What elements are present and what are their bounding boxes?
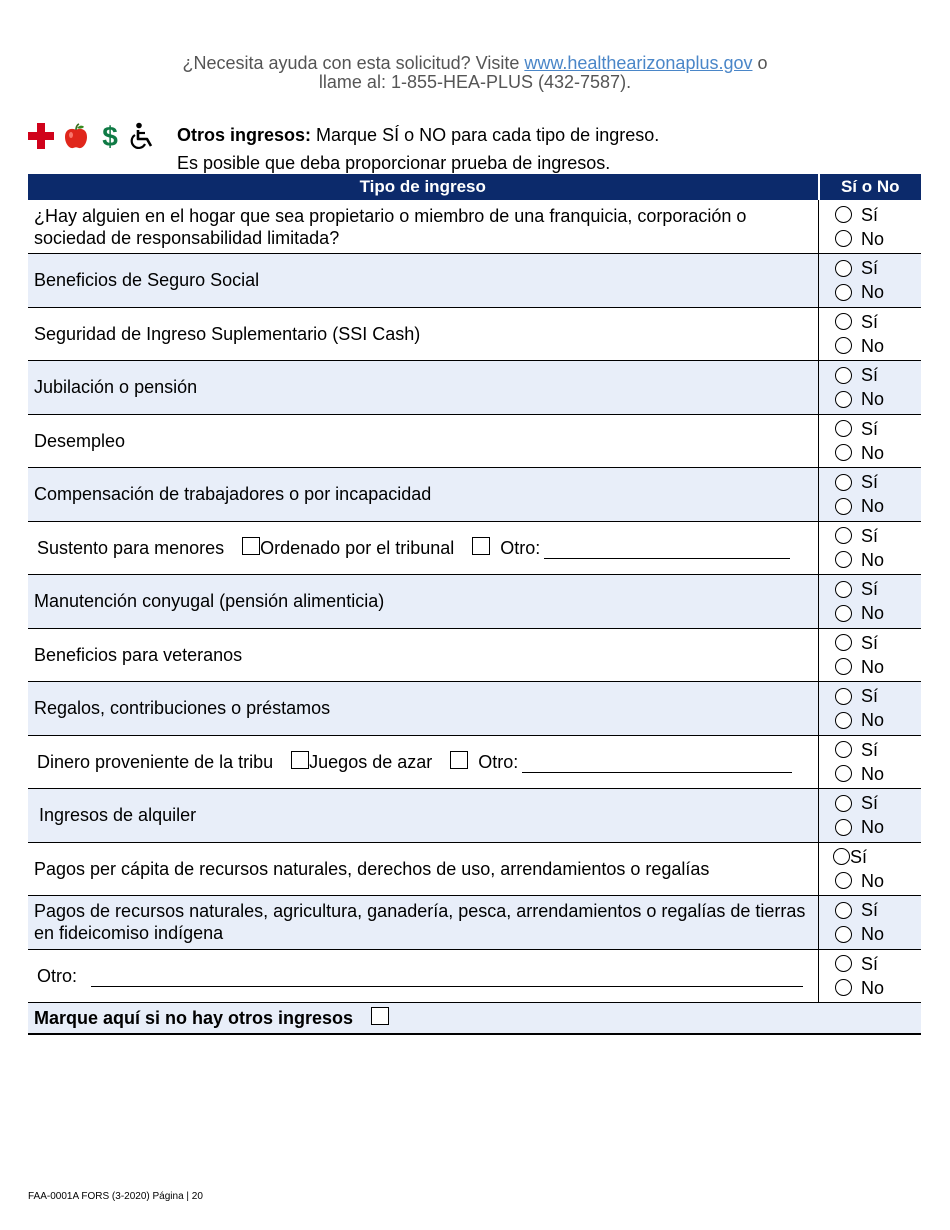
program-icons bbox=[28, 122, 156, 150]
yes-no-cell bbox=[819, 896, 922, 950]
medical-cross-icon bbox=[28, 123, 54, 149]
income-type-label: Sustento para menores bbox=[37, 537, 225, 558]
no-option[interactable] bbox=[835, 601, 921, 625]
yes-label: Sí bbox=[861, 365, 879, 386]
other-input-line[interactable] bbox=[91, 972, 803, 987]
income-type-label: Seguridad de Ingreso Suplementario (SSI Cash) bbox=[34, 323, 421, 344]
option-checkbox[interactable] bbox=[291, 751, 309, 769]
yes-radio[interactable] bbox=[833, 848, 850, 865]
wheelchair-icon bbox=[130, 122, 156, 150]
yes-no-cell bbox=[819, 842, 922, 896]
income-type-label: Beneficios de Seguro Social bbox=[34, 270, 260, 291]
table-row bbox=[28, 789, 921, 843]
no-radio[interactable] bbox=[835, 551, 852, 568]
no-radio[interactable] bbox=[835, 926, 852, 943]
no-label: No bbox=[861, 389, 885, 410]
income-type-label: Beneficios para veteranos bbox=[34, 644, 243, 665]
no-radio[interactable] bbox=[835, 605, 852, 622]
yes-option[interactable] bbox=[835, 845, 921, 869]
income-type-label: Desempleo bbox=[34, 430, 126, 451]
no-label: No bbox=[861, 710, 885, 731]
intro-text: Marque SÍ o NO para cada tipo de ingreso. bbox=[311, 125, 660, 145]
no-label: No bbox=[861, 496, 885, 517]
table-row bbox=[28, 949, 921, 1003]
no-radio[interactable] bbox=[835, 391, 852, 408]
income-type-label: Dinero proveniente de la tribu bbox=[37, 751, 274, 772]
yes-label: Sí bbox=[861, 204, 879, 225]
table-row bbox=[28, 468, 921, 522]
no-option[interactable] bbox=[835, 387, 921, 411]
table-row bbox=[28, 307, 921, 361]
yes-no-cell bbox=[819, 521, 922, 575]
table-row bbox=[28, 254, 921, 308]
intro-label: Otros ingresos: bbox=[177, 125, 312, 145]
table-row bbox=[28, 361, 921, 415]
no-radio[interactable] bbox=[835, 230, 852, 247]
yes-radio[interactable] bbox=[835, 206, 852, 223]
yes-no-cell bbox=[819, 468, 922, 522]
yes-option[interactable] bbox=[835, 524, 921, 548]
no-radio[interactable] bbox=[835, 658, 852, 675]
yes-radio[interactable] bbox=[835, 420, 852, 437]
option-checkbox[interactable] bbox=[472, 537, 490, 555]
income-table bbox=[28, 174, 921, 1035]
no-option[interactable] bbox=[835, 548, 921, 572]
table-row bbox=[28, 575, 921, 629]
apple-icon bbox=[62, 123, 90, 149]
no-option[interactable] bbox=[835, 976, 921, 1000]
yes-radio[interactable] bbox=[835, 527, 852, 544]
yes-option[interactable] bbox=[835, 631, 921, 655]
table-row bbox=[28, 842, 921, 896]
help-suffix: o bbox=[752, 53, 768, 73]
table-row bbox=[28, 628, 921, 682]
yes-radio[interactable] bbox=[835, 474, 852, 491]
yes-option[interactable] bbox=[835, 791, 921, 815]
help-prefix: ¿Necesita ayuda con esta solicitud? Visite bbox=[182, 53, 525, 73]
table-row bbox=[28, 414, 921, 468]
income-type-cell bbox=[28, 628, 819, 682]
income-type-label: Compensación de trabajadores o por incapacidad bbox=[34, 484, 432, 505]
no-option[interactable] bbox=[835, 869, 921, 893]
no-radio[interactable] bbox=[835, 498, 852, 515]
yes-radio[interactable] bbox=[835, 902, 852, 919]
yes-label: Sí bbox=[861, 953, 879, 974]
yes-option[interactable] bbox=[835, 203, 921, 227]
yes-no-cell bbox=[819, 735, 922, 789]
income-type-cell bbox=[28, 307, 819, 361]
no-option[interactable] bbox=[835, 227, 921, 251]
yes-no-cell bbox=[819, 361, 922, 415]
no-label: No bbox=[861, 228, 885, 249]
no-option[interactable] bbox=[835, 922, 921, 946]
yes-option[interactable] bbox=[835, 363, 921, 387]
no-label: No bbox=[861, 549, 885, 570]
income-type-label: Pagos per cápita de recursos naturales, derechos de uso, arrendamientos o regalías bbox=[34, 858, 710, 879]
income-type-label: Regalos, contribuciones o préstamos bbox=[34, 698, 331, 719]
table-row bbox=[28, 521, 921, 575]
income-type-cell bbox=[28, 200, 819, 254]
no-radio[interactable] bbox=[835, 712, 852, 729]
dollar-icon bbox=[98, 122, 122, 150]
other-input-line[interactable] bbox=[544, 544, 790, 559]
table-row bbox=[28, 735, 921, 789]
no-option[interactable] bbox=[835, 815, 921, 839]
yes-no-cell bbox=[819, 575, 922, 629]
page-footer: FAA-0001A FORS (3-2020) Página | 20 bbox=[28, 1191, 203, 1202]
yes-option[interactable] bbox=[835, 417, 921, 441]
no-radio[interactable] bbox=[835, 819, 852, 836]
yes-option[interactable] bbox=[835, 952, 921, 976]
no-radio[interactable] bbox=[835, 444, 852, 461]
yes-no-cell bbox=[819, 682, 922, 736]
income-type-label: Jubilación o pensión bbox=[34, 377, 198, 398]
other-input-line[interactable] bbox=[522, 758, 792, 773]
no-label: No bbox=[861, 603, 885, 624]
no-option[interactable] bbox=[835, 655, 921, 679]
yes-option[interactable] bbox=[835, 256, 921, 280]
income-type-label: Otro: bbox=[37, 965, 78, 986]
help-phone: llame al: 1-855-HEA-PLUS (432-7587). bbox=[318, 72, 632, 92]
income-type-cell bbox=[28, 521, 819, 575]
no-radio[interactable] bbox=[835, 872, 852, 889]
yes-no-cell bbox=[819, 254, 922, 308]
header-yes-no: Sí o No bbox=[819, 174, 922, 200]
no-label: No bbox=[861, 442, 885, 463]
income-type-label: ¿Hay alguien en el hogar que sea propietario o miembro de una franquicia, corporación o sociedad de responsabilidad limitada? bbox=[34, 205, 747, 248]
no-label: No bbox=[861, 870, 885, 891]
no-label: No bbox=[861, 335, 885, 356]
no-label: No bbox=[861, 924, 885, 945]
yes-no-cell bbox=[819, 789, 922, 843]
yes-label: Sí bbox=[861, 472, 879, 493]
income-type-cell bbox=[28, 575, 819, 629]
yes-label: Sí bbox=[861, 793, 879, 814]
yes-radio[interactable] bbox=[835, 581, 852, 598]
help-text bbox=[0, 54, 950, 92]
income-type-cell bbox=[28, 789, 819, 843]
yes-label: Sí bbox=[861, 739, 879, 760]
yes-label: Sí bbox=[861, 525, 879, 546]
yes-radio[interactable] bbox=[835, 795, 852, 812]
yes-radio[interactable] bbox=[835, 260, 852, 277]
no-other-income-checkbox[interactable] bbox=[371, 1007, 389, 1025]
no-radio[interactable] bbox=[835, 979, 852, 996]
income-type-label: Ingresos de alquiler bbox=[39, 805, 197, 826]
no-option[interactable] bbox=[835, 762, 921, 786]
option-checkbox[interactable] bbox=[242, 537, 260, 555]
no-option[interactable] bbox=[835, 708, 921, 732]
no-label: No bbox=[861, 282, 885, 303]
no-option[interactable] bbox=[835, 494, 921, 518]
intro bbox=[177, 121, 659, 177]
no-label: No bbox=[861, 763, 885, 784]
yes-label: Sí bbox=[861, 258, 879, 279]
yes-label: Sí bbox=[861, 311, 879, 332]
yes-option[interactable] bbox=[835, 470, 921, 494]
yes-label: Sí bbox=[861, 900, 879, 921]
yes-radio[interactable] bbox=[835, 688, 852, 705]
no-label: No bbox=[861, 817, 885, 838]
yes-no-cell bbox=[819, 200, 922, 254]
table-row bbox=[28, 682, 921, 736]
yes-option[interactable] bbox=[835, 684, 921, 708]
income-type-cell bbox=[28, 414, 819, 468]
yes-label: Sí bbox=[861, 686, 879, 707]
option-label: Ordenado por el tribunal bbox=[260, 537, 455, 558]
svg-text:$: $ bbox=[102, 122, 118, 150]
option-checkbox[interactable] bbox=[450, 751, 468, 769]
option-label: Otro: bbox=[478, 751, 519, 772]
income-type-label: Pagos de recursos naturales, agricultura, ganadería, pesca, arrendamientos o regalías de tierras en fideicomiso indígena bbox=[34, 901, 806, 944]
yes-no-cell bbox=[819, 414, 922, 468]
yes-option[interactable] bbox=[835, 738, 921, 762]
yes-no-cell bbox=[819, 949, 922, 1003]
income-type-cell bbox=[28, 949, 819, 1003]
no-radio[interactable] bbox=[835, 284, 852, 301]
yes-radio[interactable] bbox=[835, 634, 852, 651]
help-link[interactable]: www.healthearizonaplus.gov bbox=[524, 53, 753, 73]
yes-radio[interactable] bbox=[835, 313, 852, 330]
yes-label: Sí bbox=[861, 632, 879, 653]
yes-label: Sí bbox=[861, 579, 879, 600]
intro-note: Es posible que deba proporcionar prueba de ingresos. bbox=[177, 153, 611, 173]
yes-radio[interactable] bbox=[835, 955, 852, 972]
table-row bbox=[28, 896, 921, 950]
income-type-cell bbox=[28, 896, 819, 950]
yes-radio[interactable] bbox=[835, 741, 852, 758]
no-option[interactable] bbox=[835, 280, 921, 304]
yes-no-cell bbox=[819, 307, 922, 361]
header-income-type: Tipo de ingreso bbox=[28, 174, 819, 200]
table-row bbox=[28, 200, 921, 254]
no-other-income-cell bbox=[28, 1003, 921, 1035]
yes-label: Sí bbox=[850, 846, 868, 867]
income-type-cell bbox=[28, 361, 819, 415]
option-label: Juegos de azar bbox=[309, 751, 433, 772]
no-radio[interactable] bbox=[835, 765, 852, 782]
no-option[interactable] bbox=[835, 441, 921, 465]
no-radio[interactable] bbox=[835, 337, 852, 354]
no-option[interactable] bbox=[835, 334, 921, 358]
no-label: No bbox=[861, 977, 885, 998]
yes-option[interactable] bbox=[835, 898, 921, 922]
income-type-cell bbox=[28, 254, 819, 308]
income-type-cell bbox=[28, 682, 819, 736]
income-type-cell bbox=[28, 468, 819, 522]
yes-option[interactable] bbox=[835, 310, 921, 334]
income-type-cell bbox=[28, 842, 819, 896]
yes-option[interactable] bbox=[835, 577, 921, 601]
no-other-income-row bbox=[28, 1003, 921, 1035]
income-type-cell bbox=[28, 735, 819, 789]
yes-radio[interactable] bbox=[835, 367, 852, 384]
no-label: No bbox=[861, 656, 885, 677]
yes-label: Sí bbox=[861, 418, 879, 439]
option-label: Otro: bbox=[500, 537, 541, 558]
no-other-income-label: Marque aquí si no hay otros ingresos bbox=[34, 1008, 354, 1028]
yes-no-cell bbox=[819, 628, 922, 682]
income-type-label: Manutención conyugal (pensión alimenticia) bbox=[34, 591, 385, 612]
